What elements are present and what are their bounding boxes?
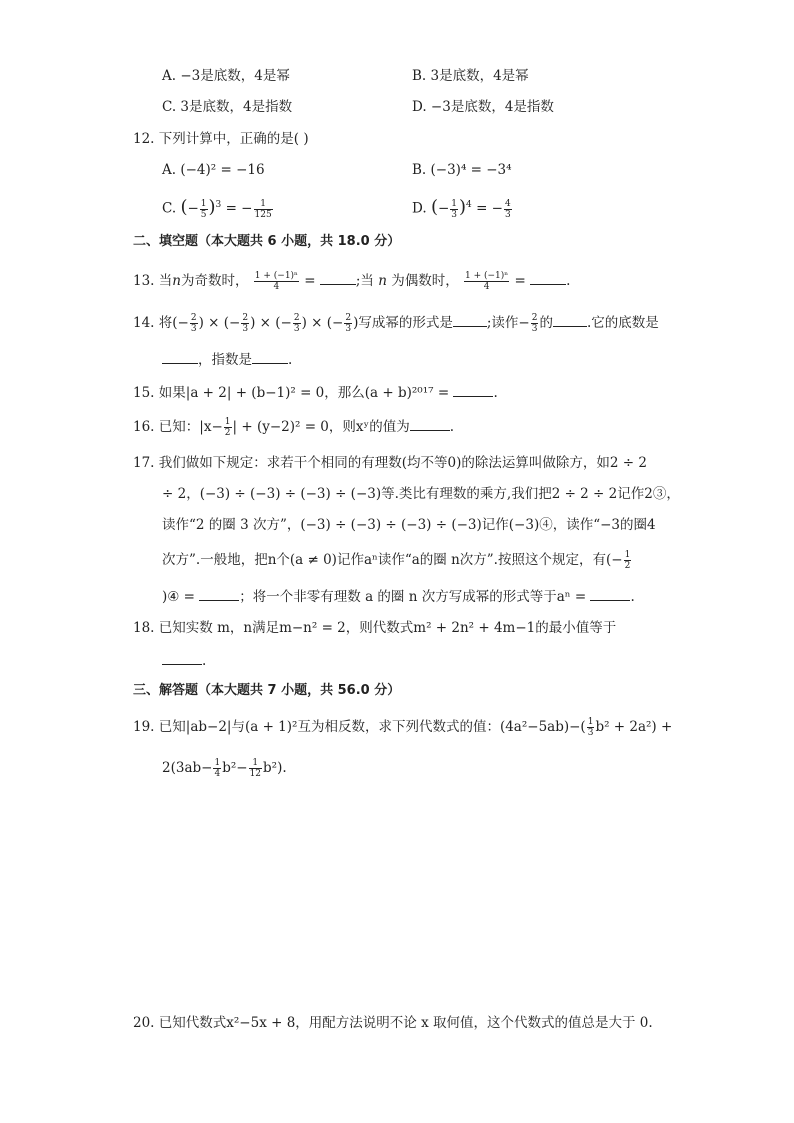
q15-question: 15. 如果|a + 2| + (b−1)² = 0，那么(a + b)²⁰¹⁷ = . (133, 382, 498, 403)
q20-question (133, 1013, 653, 1033)
q12-option-a: A. (−4)² = −16 (162, 162, 265, 178)
q13-text-1: 当 (158, 273, 173, 289)
q16-question: 16. 已知：|x− $\frac{1}{2}$ | + (y−2)² = 0，则xʸ的值为 . (133, 417, 455, 438)
q18-blank-line: . (162, 650, 206, 671)
q18-number: 18. (133, 620, 155, 636)
q16-text-1: 已知：|x− (158, 419, 223, 435)
answer-blank[interactable] (162, 349, 198, 364)
q19-text-2b: b²− (222, 760, 248, 776)
q13-question: 13. 当n为奇数时， $\frac{\text{1 + (−1)ⁿ}}{4}$ = ;当 n 为偶数时， $\frac{\text{1 + (−1)ⁿ}}{4}$ = . (133, 271, 571, 292)
q12-number: 12. (133, 131, 155, 147)
q12-option-c: C. (− $\frac{1}{5}$ )$^3$ = − $\frac{1}{125}$ (162, 196, 272, 220)
q16-number: 16. (133, 419, 155, 435)
q19-number: 19. (133, 719, 155, 735)
q17-line5: )④ = ；将一个非零有理数 a 的圈 n 次方写成幂的形式等于aⁿ = . (162, 586, 635, 607)
q19-text-1b: b² + 2a²) + (595, 719, 673, 735)
q17-line3: 读作“2 的圈 3 次方”，(−3) ÷ (−3) ÷ (−3) ÷ (−3)记作(−3)④，读作“−3的圈4 (162, 517, 656, 533)
answer-blank[interactable] (162, 650, 202, 665)
q19-text-1a: 已知|ab−2|与(a + 1)²互为相反数，求下列代数式的值：(4a²−5ab)−( (158, 719, 586, 735)
answer-blank[interactable] (590, 586, 630, 601)
q19-text-2c: b²). (263, 760, 287, 776)
q17-text-line5b: ；将一个非零有理数 a 的圈 n 次方写成幂的形式等于aⁿ = (239, 589, 587, 605)
q16-text-2: | + (y−2)² = 0，则xʸ的值为 (232, 419, 410, 435)
q12-option-d-letter: D. (412, 200, 427, 217)
q19-line1: 19. 已知|ab−2|与(a + 1)²互为相反数，求下列代数式的值：(4a²−5ab)−( $\frac{1}{3}$ b² + 2a²) + (133, 717, 673, 738)
q13-number: 13. (133, 273, 155, 289)
q19-line2: 2(3ab− $\frac{1}{4}$ b²− $\frac{1}{12}$ b²). (162, 758, 287, 779)
q17-line2: ÷ 2，(−3) ÷ (−3) ÷ (−3) ÷ (−3)等.类比有理数的乘方,我们把2 ÷ 2 ÷ 2记作2③， (162, 486, 680, 502)
answer-blank[interactable] (410, 416, 450, 431)
section-fill-in-title: 二、填空题（本大题共 6 小题，共 18.0 分） (133, 234, 401, 249)
q13-text-4: 为偶数时， (391, 273, 459, 289)
q15-text: 如果|a + 2| + (b−1)² = 0，那么(a + b)²⁰¹⁷ = (158, 385, 450, 401)
q20-number: 20. (133, 1015, 155, 1031)
q12-question (133, 129, 309, 149)
q20-text: 已知代数式x²−5x + 8，用配方法说明不论 x 取何值，这个代数式的值总是大于 0. (158, 1015, 653, 1031)
q14-text-6: ，指数是 (198, 352, 252, 368)
q17-text-line4: 次方”.一般地，把n个(a ≠ 0)记作aⁿ读作“a的圈 n次方”.按照这个规定，有(− (162, 552, 623, 568)
q14-number: 14. (133, 315, 155, 331)
q14-text-4: 的 (539, 315, 553, 331)
q15-number: 15. (133, 385, 155, 401)
q14-question-line2: ，指数是 . (162, 349, 292, 370)
q17-text-line5a: )④ = (162, 589, 195, 605)
q11-option-b: B. 3是底数，4是幂 (412, 68, 529, 84)
q14-text-1: 将 (158, 315, 173, 331)
q11-option-d: D. −3是底数，4是指数 (412, 99, 554, 115)
q19-text-2a: 2(3ab− (162, 760, 213, 776)
q11-option-c: C. 3是底数，4是指数 (162, 99, 293, 115)
answer-blank[interactable] (453, 382, 493, 397)
q17-text-line1: 我们做如下规定：求若干个相同的有理数(均不等0)的除法运算叫做除方，如2 ÷ 2 (158, 455, 647, 471)
answer-blank[interactable] (199, 586, 239, 601)
answer-blank[interactable] (252, 349, 288, 364)
section-answer-title: 三、解答题（本大题共 7 小题，共 56.0 分） (133, 683, 401, 698)
q12-option-b: B. (−3)⁴ = −3⁴ (412, 162, 512, 178)
answer-blank[interactable] (453, 312, 487, 327)
q12-stem: 下列计算中，正确的是( ) (158, 131, 309, 147)
answer-blank[interactable] (553, 312, 587, 327)
q18-question (133, 618, 616, 638)
q14-text-5: .它的底数是 (586, 315, 659, 331)
q17-line1 (133, 453, 647, 473)
q13-text-2: 为奇数时， (180, 273, 249, 289)
q17-line4: 次方”.一般地，把n个(a ≠ 0)记作aⁿ读作“a的圈 n次方”.按照这个规定，有(− $\frac{1}{2}$ (162, 550, 631, 571)
answer-blank[interactable] (530, 270, 566, 285)
q14-text-2: 写成幂的形式是 (358, 315, 453, 331)
q14-text-3: ;读作 (486, 315, 519, 331)
q12-option-d: D. (− $\frac{1}{3}$ )$^4$ = − $\frac{4}{3}$ (412, 196, 511, 220)
answer-blank[interactable] (320, 270, 356, 285)
q18-text: 已知实数 m，n满足m−n² = 2，则代数式m² + 2n² + 4m−1的最小值等于 (158, 620, 617, 636)
q13-text-3: 当 (360, 273, 374, 289)
q14-question-line1: 14. 将(− $\frac{2}{3}$ ) × (− $\frac{2}{3}$ ) × (− $\frac{2}{3}$ ) × (− $\frac{2}{3}$ )写成幂的形式是 ;读作− $\frac{2}{3}$ 的 .它的底数是 (133, 313, 659, 334)
q12-option-c-letter: C. (162, 200, 177, 217)
q17-number: 17. (133, 455, 155, 471)
q11-option-a: A. −3是底数，4是幂 (162, 68, 290, 84)
